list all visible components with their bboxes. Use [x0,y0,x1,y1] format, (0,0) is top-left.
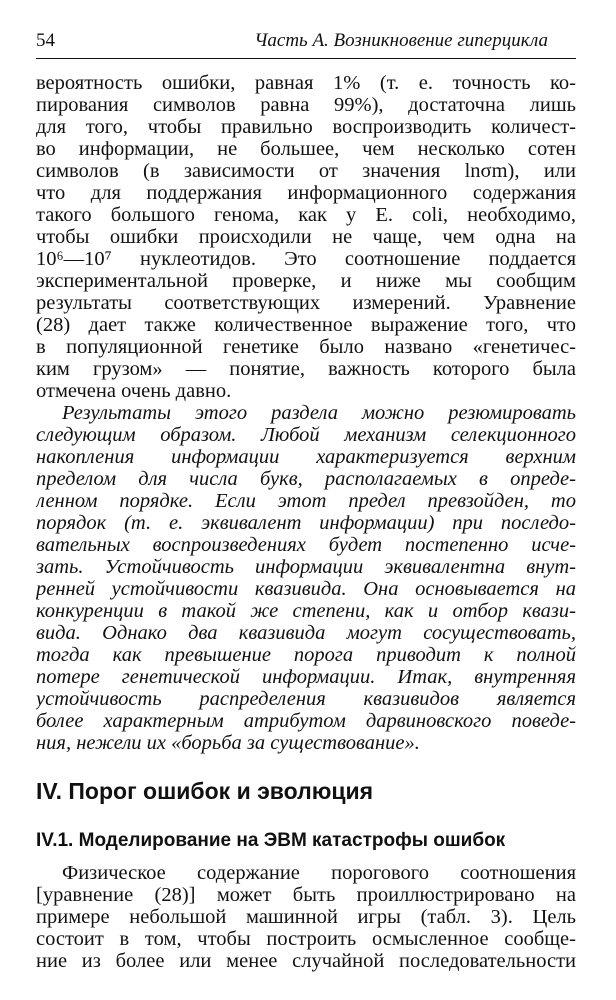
text-line: тогда как превышение порога приводит к полной [36,644,576,666]
text-line: чтобы ошибки происходили не чаще, чем одна на [36,226,576,248]
text-line: ния, нежели их «борьба за существование». [36,732,420,754]
text-line: 10⁶—10⁷ нуклеотидов. Это соотношение поддается [36,248,576,270]
page-header [36,28,576,59]
text-line: примере небольшой машинной игры (табл. 3). Цель [36,906,576,928]
text-line: порядок (т. е. эквивалент информации) при последо- [36,512,576,534]
running-head: Часть А. Возникновение гиперцикла [254,30,548,51]
text-line: вательных воспроизведениях будет постепенно исче- [36,534,576,556]
text-line: [уравнение (28)] может быть проиллюстрировано на [36,884,576,906]
text-line: результаты соответствующих измерений. Уравнение [36,292,576,314]
text-line: вида. Однако два квазивида могут сосуществовать, [36,622,576,644]
text-line: состоит в том, чтобы построить осмысленное сообще- [36,928,576,950]
text-line: зать. Устойчивость информации эквивалентна внут- [36,556,576,578]
text-line: накопления информации характеризуется верхним [36,446,576,468]
text-line: устойчивость распределения квазивидов является [36,688,576,710]
text-line: ние из более или менее случайной последовательности [36,950,576,972]
text-line: Физическое содержание порогового соотношения [62,862,576,884]
text-line: ленном порядке. Если этот предел превзойден, то [36,490,576,512]
text-line: более характерным атрибутом дарвиновского поведе- [36,710,576,732]
text-line: конкуренции в такой же степени, как и отбор квази- [36,600,576,622]
paragraph-3 [36,862,576,972]
subsection-heading: IV.1. Моделирование на ЭВМ катастрофы ошибок [36,830,506,851]
body-text [36,72,576,754]
text-line: во информации, не большее, чем несколько сотен [36,138,576,160]
text-line: ким грузом» — понятие, важность которого была [36,358,576,380]
text-line: в популяционной генетике было названо «генетичес- [36,336,576,358]
paragraph-1 [36,72,576,402]
text-line: отмечена очень давно. [36,380,232,402]
text-line: пределом для числа букв, располагаемых в опреде- [36,468,576,490]
page-number: 54 [36,30,55,51]
text-line: Результаты этого раздела можно резюмировать [62,402,576,424]
text-line: следующим образом. Любой механизм селекционного [36,424,576,446]
text-line: пирования символов равна 99%), достаточна лишь [36,94,576,116]
text-line: экспериментальной проверке, и ниже мы сообщим [36,270,576,292]
text-line: такого большого генома, как у E. coli, необходимо, [36,204,576,226]
text-line: (28) дает также количественное выражение того, что [36,314,576,336]
section-heading: IV. Порог ошибок и эволюция [36,778,374,804]
text-line: вероятность ошибки, равная 1% (т. е. точность ко- [36,72,576,94]
text-line: для того, чтобы правильно воспроизводить количест- [36,116,576,138]
text-line: потере генетической информации. Итак, внутренняя [36,666,576,688]
text-line: символов (в зависимости от значения lnσm), или [36,160,576,182]
paragraph-2-summary [36,402,576,754]
text-line: ренней устойчивости квазивида. Она основывается на [36,578,576,600]
text-line: что для поддержания информационного содержания [36,182,576,204]
